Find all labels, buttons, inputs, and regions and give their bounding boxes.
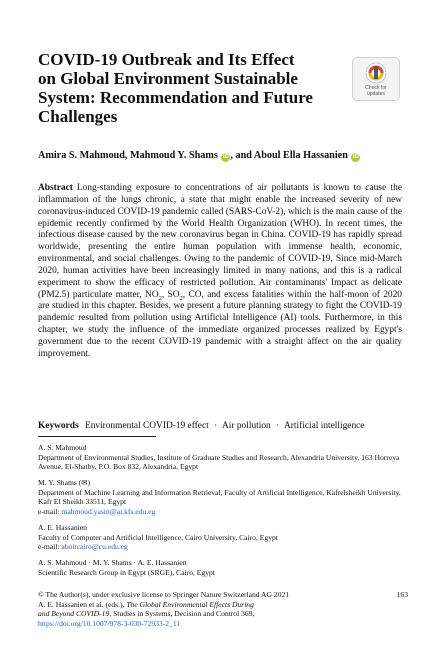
page-number: 163 (396, 590, 408, 599)
citation-prefix: A. E. Hassanien et al. (eds.), (38, 599, 127, 609)
email-link[interactable]: mahmoud.yasin@ai.kfs.edu.eg (61, 506, 156, 516)
chapter-title (38, 50, 338, 126)
keyword-separator: · (276, 421, 280, 431)
email-link[interactable]: aboitcairo@cu.edu.eg (61, 542, 128, 552)
affiliation-name: M. Y. Shams (✉) (38, 478, 91, 487)
check-updates-icon (365, 62, 387, 84)
title-line: COVID-19 Outbreak and Its Effect (38, 50, 295, 69)
affiliation-address: Faculty of Computer and Artificial Intelligence, Cairo University, Cairo, Egypt (38, 532, 278, 542)
footnote-divider (38, 436, 156, 437)
subscript: 2 (179, 294, 183, 302)
author-names-part2: , and Aboul Ella Hassanien (230, 150, 348, 161)
copyright-footer (38, 590, 408, 628)
check-for-updates-badge[interactable] (352, 57, 400, 101)
abstract-label: Abstract (38, 183, 73, 193)
affiliation-address: Department of Environmental Studies, Institute of Graduate Studies and Research, Alexandria University, 163 Horreya Avenue, El-Shatby, P.O. Box 832, Alexandria, Egypt (38, 452, 400, 472)
abstract-text-3: , CO, and excess fatalities within the half-moon of 2020 are studied in this chapter. Besides, we present a future planning strategy to fight the COVID-19 pandemic resulted from pollution using Artificial Intelligence (AI) tools. Furthermore, in this chapter, we study the influence of the immediate organized processes realized by Egypt's government due to the recent COVID-19 pandemic with a straight affect on the air quality improvement. (38, 289, 402, 359)
author-list (38, 150, 408, 162)
keywords-label: Keywords (38, 421, 79, 431)
abstract (38, 183, 402, 361)
doi-link[interactable]: https://doi.org/10.1007/978-3-030-72933-2_11 (38, 618, 181, 628)
affiliation-block (38, 523, 408, 552)
affiliation-block (38, 443, 408, 472)
book-title-cont: and Beyond COVID-19 (38, 609, 110, 619)
keyword-item: Air pollution (222, 421, 271, 431)
email-label: e-mail: (38, 506, 62, 516)
citation-series: , Studies in Systems, Decision and Control 369, (109, 609, 255, 619)
abstract-text-1: Long-standing exposure to concentrations of air pollutants is known to cause the inflammation of the lungs chronic, a state that might enable the increased severity of new coronavirus-induced COVID-19 pandemic called (SARS-CoV-2), which is the main cause of the epidemic recently confirmed by the World Health Organization (WHO). In recent times, the infectious disease caused by the new coronavirus began in China. COVID-19 has rapidly spread worldwide, presenting the entire human population with immense health, economic, environmental, and social challenges. Owing to the pandemic of COVID-19, Since mid-March 2020, human activities have been increasingly limited in many nations, and this is a radical experiment to show the efficacy of restricted pollution. Air contaminants' Impact as delicate (PM2.5) particulate matter, NO (38, 183, 402, 300)
book-title: The Global Environmental Effects During (126, 599, 254, 609)
orcid-icon[interactable]: iD (222, 154, 229, 160)
title-line: Challenges (38, 107, 118, 126)
affiliation-name: A. S. Mahmoud (38, 443, 87, 452)
affiliation-name: A. E. Hassanien (38, 523, 87, 532)
abstract-text-2: , SO (161, 289, 180, 300)
check-updates-line1: Check for (365, 85, 387, 91)
check-updates-line2: updates (367, 91, 385, 97)
title-line: System: Recommendation and Future (38, 88, 313, 107)
title-line: on Global Environment Sustainable (38, 69, 298, 88)
affiliation-name: A. S. Mahmoud · M. Y. Shams · A. E. Hassanien (38, 558, 187, 567)
copyright-line: © The Author(s), under exclusive license to Springer Nature Switzerland AG 2021 (38, 590, 290, 599)
keyword-separator: · (214, 421, 218, 431)
author-names-part1: Amira S. Mahmoud, Mahmoud Y. Shams (38, 150, 218, 161)
keyword-item: Environmental COVID-19 effect (84, 421, 209, 431)
subscript: 2 (158, 294, 162, 302)
affiliation-address: Department of Machine Learning and Information Retrieval, Faculty of Artificial Intelligence, Kafrelsheikh University, Kafr El Sheikh 33511, Egypt (38, 487, 401, 507)
affiliation-block (38, 478, 408, 516)
affiliation-block (38, 558, 408, 577)
keyword-item: Artificial intelligence (284, 421, 365, 431)
keywords (38, 421, 408, 431)
email-label: e-mail: (38, 542, 62, 552)
orcid-icon[interactable]: iD (352, 154, 359, 160)
affiliation-address: Scientific Research Group in Egypt (SRGE), Cairo, Egypt (38, 567, 215, 577)
